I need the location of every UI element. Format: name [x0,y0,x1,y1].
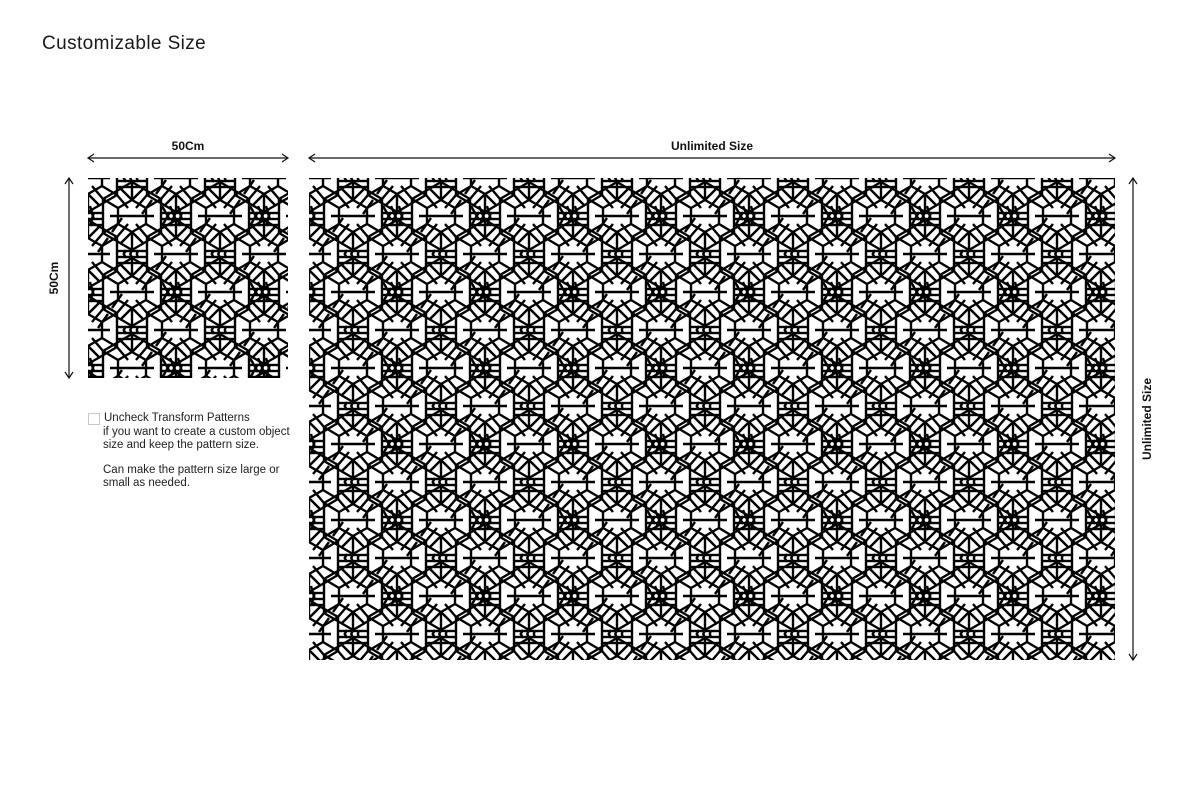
large-pattern-area [309,178,1115,660]
note-line-2: Can make the pattern size large or small as needed. [103,463,280,489]
instructions-note [88,412,298,491]
small-pattern-tile [88,178,288,378]
small-height-label: 50Cm [47,261,61,295]
large-width-label: Unlimited Size [670,139,753,153]
note-line-1: if you want to create a custom object size and keep the pattern size. [103,425,290,451]
transform-patterns-checkbox[interactable] [88,413,100,425]
small-width-label: 50Cm [171,139,205,153]
page-title: Customizable Size [42,33,207,54]
large-height-label: Unlimited Size [1140,377,1154,461]
checkbox-label: Uncheck Transform Patterns [104,412,250,424]
